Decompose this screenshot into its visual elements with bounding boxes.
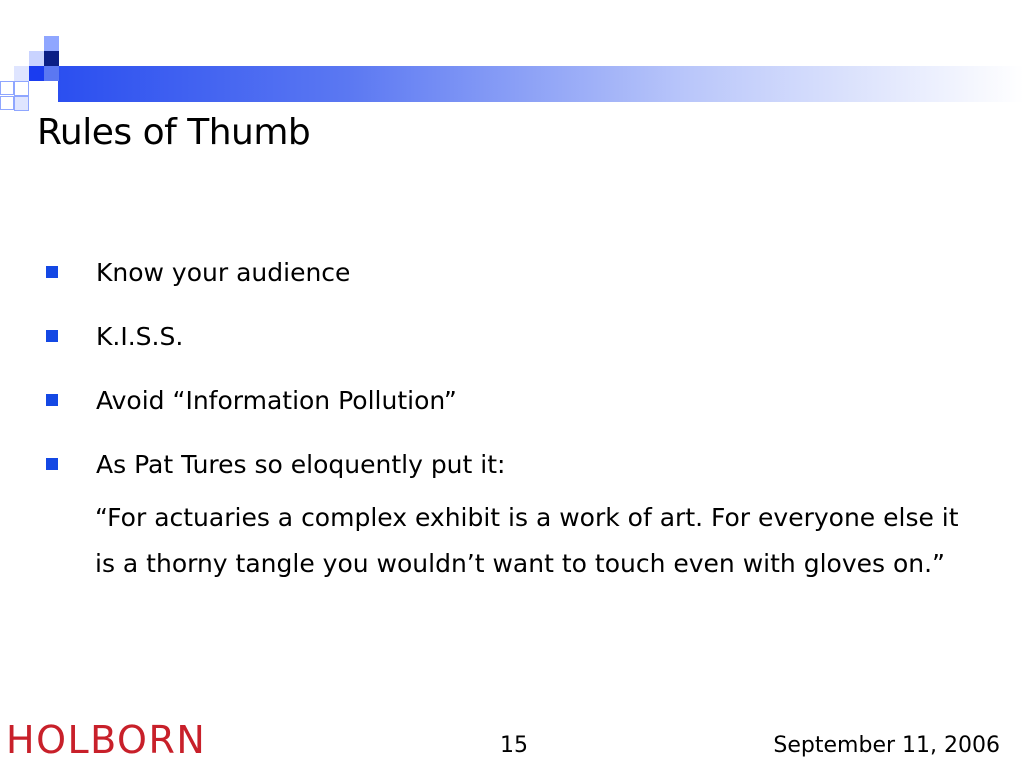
deco-square — [29, 66, 44, 81]
deco-square — [14, 66, 29, 81]
deco-square — [29, 51, 44, 66]
deco-square — [44, 51, 59, 66]
holborn-logo: HOLBORN — [6, 718, 207, 762]
square-bullet-icon — [46, 330, 58, 342]
bullet-text: As Pat Tures so eloquently put it: — [96, 449, 506, 479]
footer-date: September 11, 2006 — [773, 733, 1000, 758]
bullet-item — [46, 304, 986, 368]
deco-square — [44, 36, 59, 51]
square-bullet-icon — [46, 394, 58, 406]
deco-square — [0, 96, 14, 110]
bullet-text: Know your audience — [96, 257, 351, 287]
page-number: 15 — [500, 733, 528, 758]
bullet-text: Avoid “Information Pollution” — [96, 385, 457, 415]
square-bullet-icon — [46, 458, 58, 470]
header-gradient-bar — [58, 66, 1024, 102]
bullet-list — [46, 240, 986, 496]
deco-square — [14, 81, 29, 96]
slide-title: Rules of Thumb — [37, 112, 311, 153]
bullet-text: K.I.S.S. — [96, 321, 184, 351]
deco-square — [0, 81, 14, 95]
bullet-item — [46, 432, 986, 496]
header-decoration — [0, 0, 1024, 130]
deco-square — [14, 96, 29, 111]
bullet-item — [46, 368, 986, 432]
quote-text: “For actuaries a complex exhibit is a work of art. For everyone else it is a thorny tangle you wouldn’t want to touch even with gloves on.” — [95, 503, 959, 578]
square-bullet-icon — [46, 266, 58, 278]
deco-square — [44, 66, 59, 81]
bullet-item — [46, 240, 986, 304]
